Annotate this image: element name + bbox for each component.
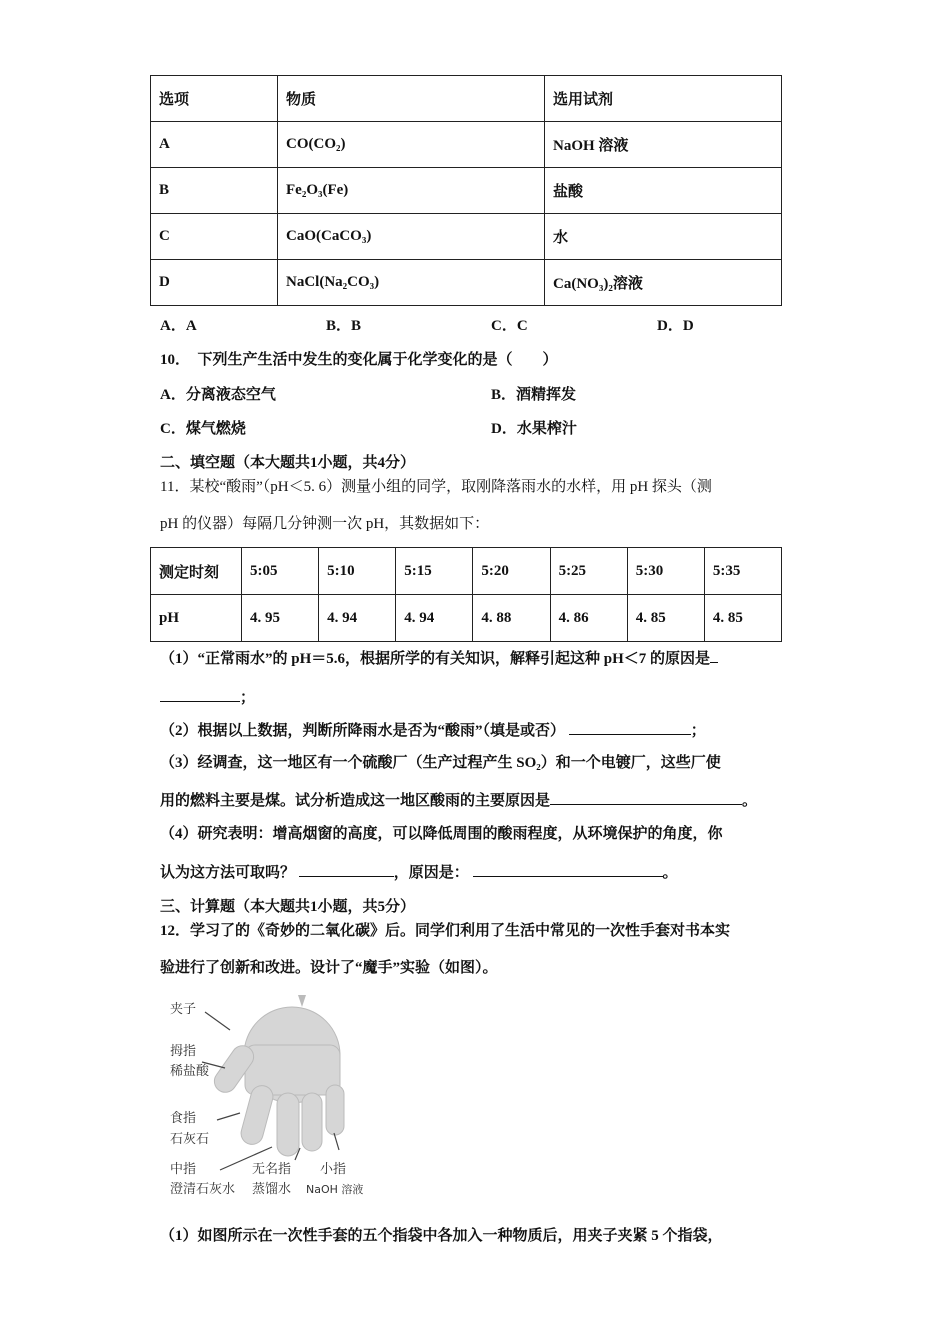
table-cell: 水 xyxy=(545,214,782,260)
clip-icon xyxy=(298,995,306,1007)
table-cell: B xyxy=(151,168,278,214)
q11-part1-cont xyxy=(160,687,255,708)
answer-blank[interactable] xyxy=(550,790,742,805)
label-thumb: 拇指 xyxy=(170,1044,197,1059)
q11-part2-text: （2）根据以上数据，判断所降雨水是否为“酸雨”（填是或否） xyxy=(160,723,566,739)
q12-stem-line1: 12．学习了的《奇妙的二氧化碳》后。同学们利用了生活中常见的一次性手套对书本实 xyxy=(160,923,731,939)
magic-hand-glove-figure xyxy=(160,985,390,1205)
ph-cell: 4. 95 xyxy=(242,595,319,642)
ph-cell: 4. 88 xyxy=(473,595,550,642)
label-middle: 中指 xyxy=(170,1162,197,1177)
q11-part1 xyxy=(160,648,718,669)
time-cell: 5:05 xyxy=(242,548,319,595)
q9-option-b: B．B xyxy=(326,318,362,334)
label-little: 小指 xyxy=(320,1162,347,1177)
label-thumb-sub: 稀盐酸 xyxy=(170,1064,210,1079)
table-cell: Ca(NO₃)₂溶液 xyxy=(545,260,782,306)
label-clip: 夹子 xyxy=(170,1002,197,1017)
label-index-sub: 石灰石 xyxy=(170,1132,210,1147)
row-header: 测定时刻 xyxy=(151,548,242,595)
punctuation: 。 xyxy=(742,793,758,809)
label-middle-sub: 澄清石灰水 xyxy=(170,1182,236,1197)
q9-option-d: D．D xyxy=(657,318,694,334)
q11-part3-line1: （3）经调查，这一地区有一个硫酸厂（生产过程产生 SO₂）和一个电镀厂，这些厂使 xyxy=(160,755,721,771)
time-cell: 5:15 xyxy=(396,548,473,595)
q10-stem: 10． 下列生产生活中发生的变化属于化学变化的是（ ） xyxy=(160,352,558,368)
time-cell: 5:10 xyxy=(319,548,396,595)
punctuation: 。 xyxy=(662,865,678,881)
punctuation: ； xyxy=(240,690,256,706)
ph-cell: 4. 94 xyxy=(319,595,396,642)
punctuation: ； xyxy=(690,723,706,739)
label-little-sub: NaOH 溶液 xyxy=(306,1183,364,1196)
q11-stem-line1: 11．某校“酸雨”（pH＜5. 6）测量小组的同学，取刚降落雨水的水样，用 pH 探头（测 xyxy=(160,479,712,495)
q10-option-a: A．分离液态空气 xyxy=(160,387,276,403)
q11-part4-line1: （4）研究表明：增高烟窗的高度，可以降低周围的酸雨程度，从环境保护的角度，你 xyxy=(160,826,723,842)
row-header: pH xyxy=(151,595,242,642)
table-cell: Fe₂O₃(Fe) xyxy=(278,168,545,214)
q11-part1-text: （1）“正常雨水”的 pH＝5.6，根据所学的有关知识，解释引起这种 pH＜7 的原因是 xyxy=(160,651,711,667)
table-cell: A xyxy=(151,122,278,168)
q11-part2 xyxy=(160,720,706,741)
answer-blank[interactable] xyxy=(569,720,691,735)
q10-option-c: C．煤气燃烧 xyxy=(160,421,246,437)
q9-option-c: C．C xyxy=(491,318,528,334)
table-cell: NaOH 溶液 xyxy=(545,122,782,168)
table-cell: NaCl(Na₂CO₃) xyxy=(278,260,545,306)
ph-cell: 4. 94 xyxy=(396,595,473,642)
q12-stem-line2: 验进行了创新和改进。设计了“魔手”实验（如图）。 xyxy=(160,960,498,976)
label-ring-sub: 蒸馏水 xyxy=(252,1182,292,1197)
table-cell: 盐酸 xyxy=(545,168,782,214)
q9-option-a: A．A xyxy=(160,318,197,334)
ph-data-table xyxy=(150,547,782,642)
q10-option-b: B．酒精挥发 xyxy=(491,387,577,403)
q11-part4-line2 xyxy=(160,862,678,883)
q9-reagent-table xyxy=(150,75,782,306)
table-cell: CaO(CaCO₃) xyxy=(278,214,545,260)
answer-blank[interactable] xyxy=(299,862,394,877)
section-3-heading: 三、计算题（本大题共1小题，共5分） xyxy=(160,899,416,915)
ph-cell: 4. 85 xyxy=(704,595,781,642)
q11-part4-reason-label: ，原因是： xyxy=(393,865,469,881)
q11-part3-line2 xyxy=(160,790,757,811)
label-index: 食指 xyxy=(170,1111,197,1126)
time-cell: 5:20 xyxy=(473,548,550,595)
q10-option-d: D．水果榨汁 xyxy=(491,421,577,437)
table-cell: CO(CO₂) xyxy=(278,122,545,168)
table-cell: C xyxy=(151,214,278,260)
table-header: 物质 xyxy=(278,76,545,122)
q11-part3-text: 用的燃料主要是煤。试分析造成这一地区酸雨的主要原因是 xyxy=(160,793,551,809)
q11-stem-line2: pH 的仪器）每隔几分钟测一次 pH，其数据如下： xyxy=(160,516,490,532)
answer-blank[interactable] xyxy=(160,687,240,702)
table-cell: D xyxy=(151,260,278,306)
label-ring: 无名指 xyxy=(252,1162,292,1177)
answer-blank[interactable] xyxy=(473,862,663,877)
time-cell: 5:25 xyxy=(550,548,627,595)
answer-blank[interactable] xyxy=(710,648,718,663)
section-2-heading: 二、填空题（本大题共1小题，共4分） xyxy=(160,455,416,471)
time-cell: 5:35 xyxy=(704,548,781,595)
table-header: 选项 xyxy=(151,76,278,122)
ph-cell: 4. 85 xyxy=(627,595,704,642)
table-header: 选用试剂 xyxy=(545,76,782,122)
q11-part4-text: 认为这方法可取吗？ xyxy=(160,865,296,881)
q12-part1: （1）如图所示在一次性手套的五个指袋中各加入一种物质后，用夹子夹紧 5 个指袋， xyxy=(160,1228,723,1244)
time-cell: 5:30 xyxy=(627,548,704,595)
ph-cell: 4. 86 xyxy=(550,595,627,642)
